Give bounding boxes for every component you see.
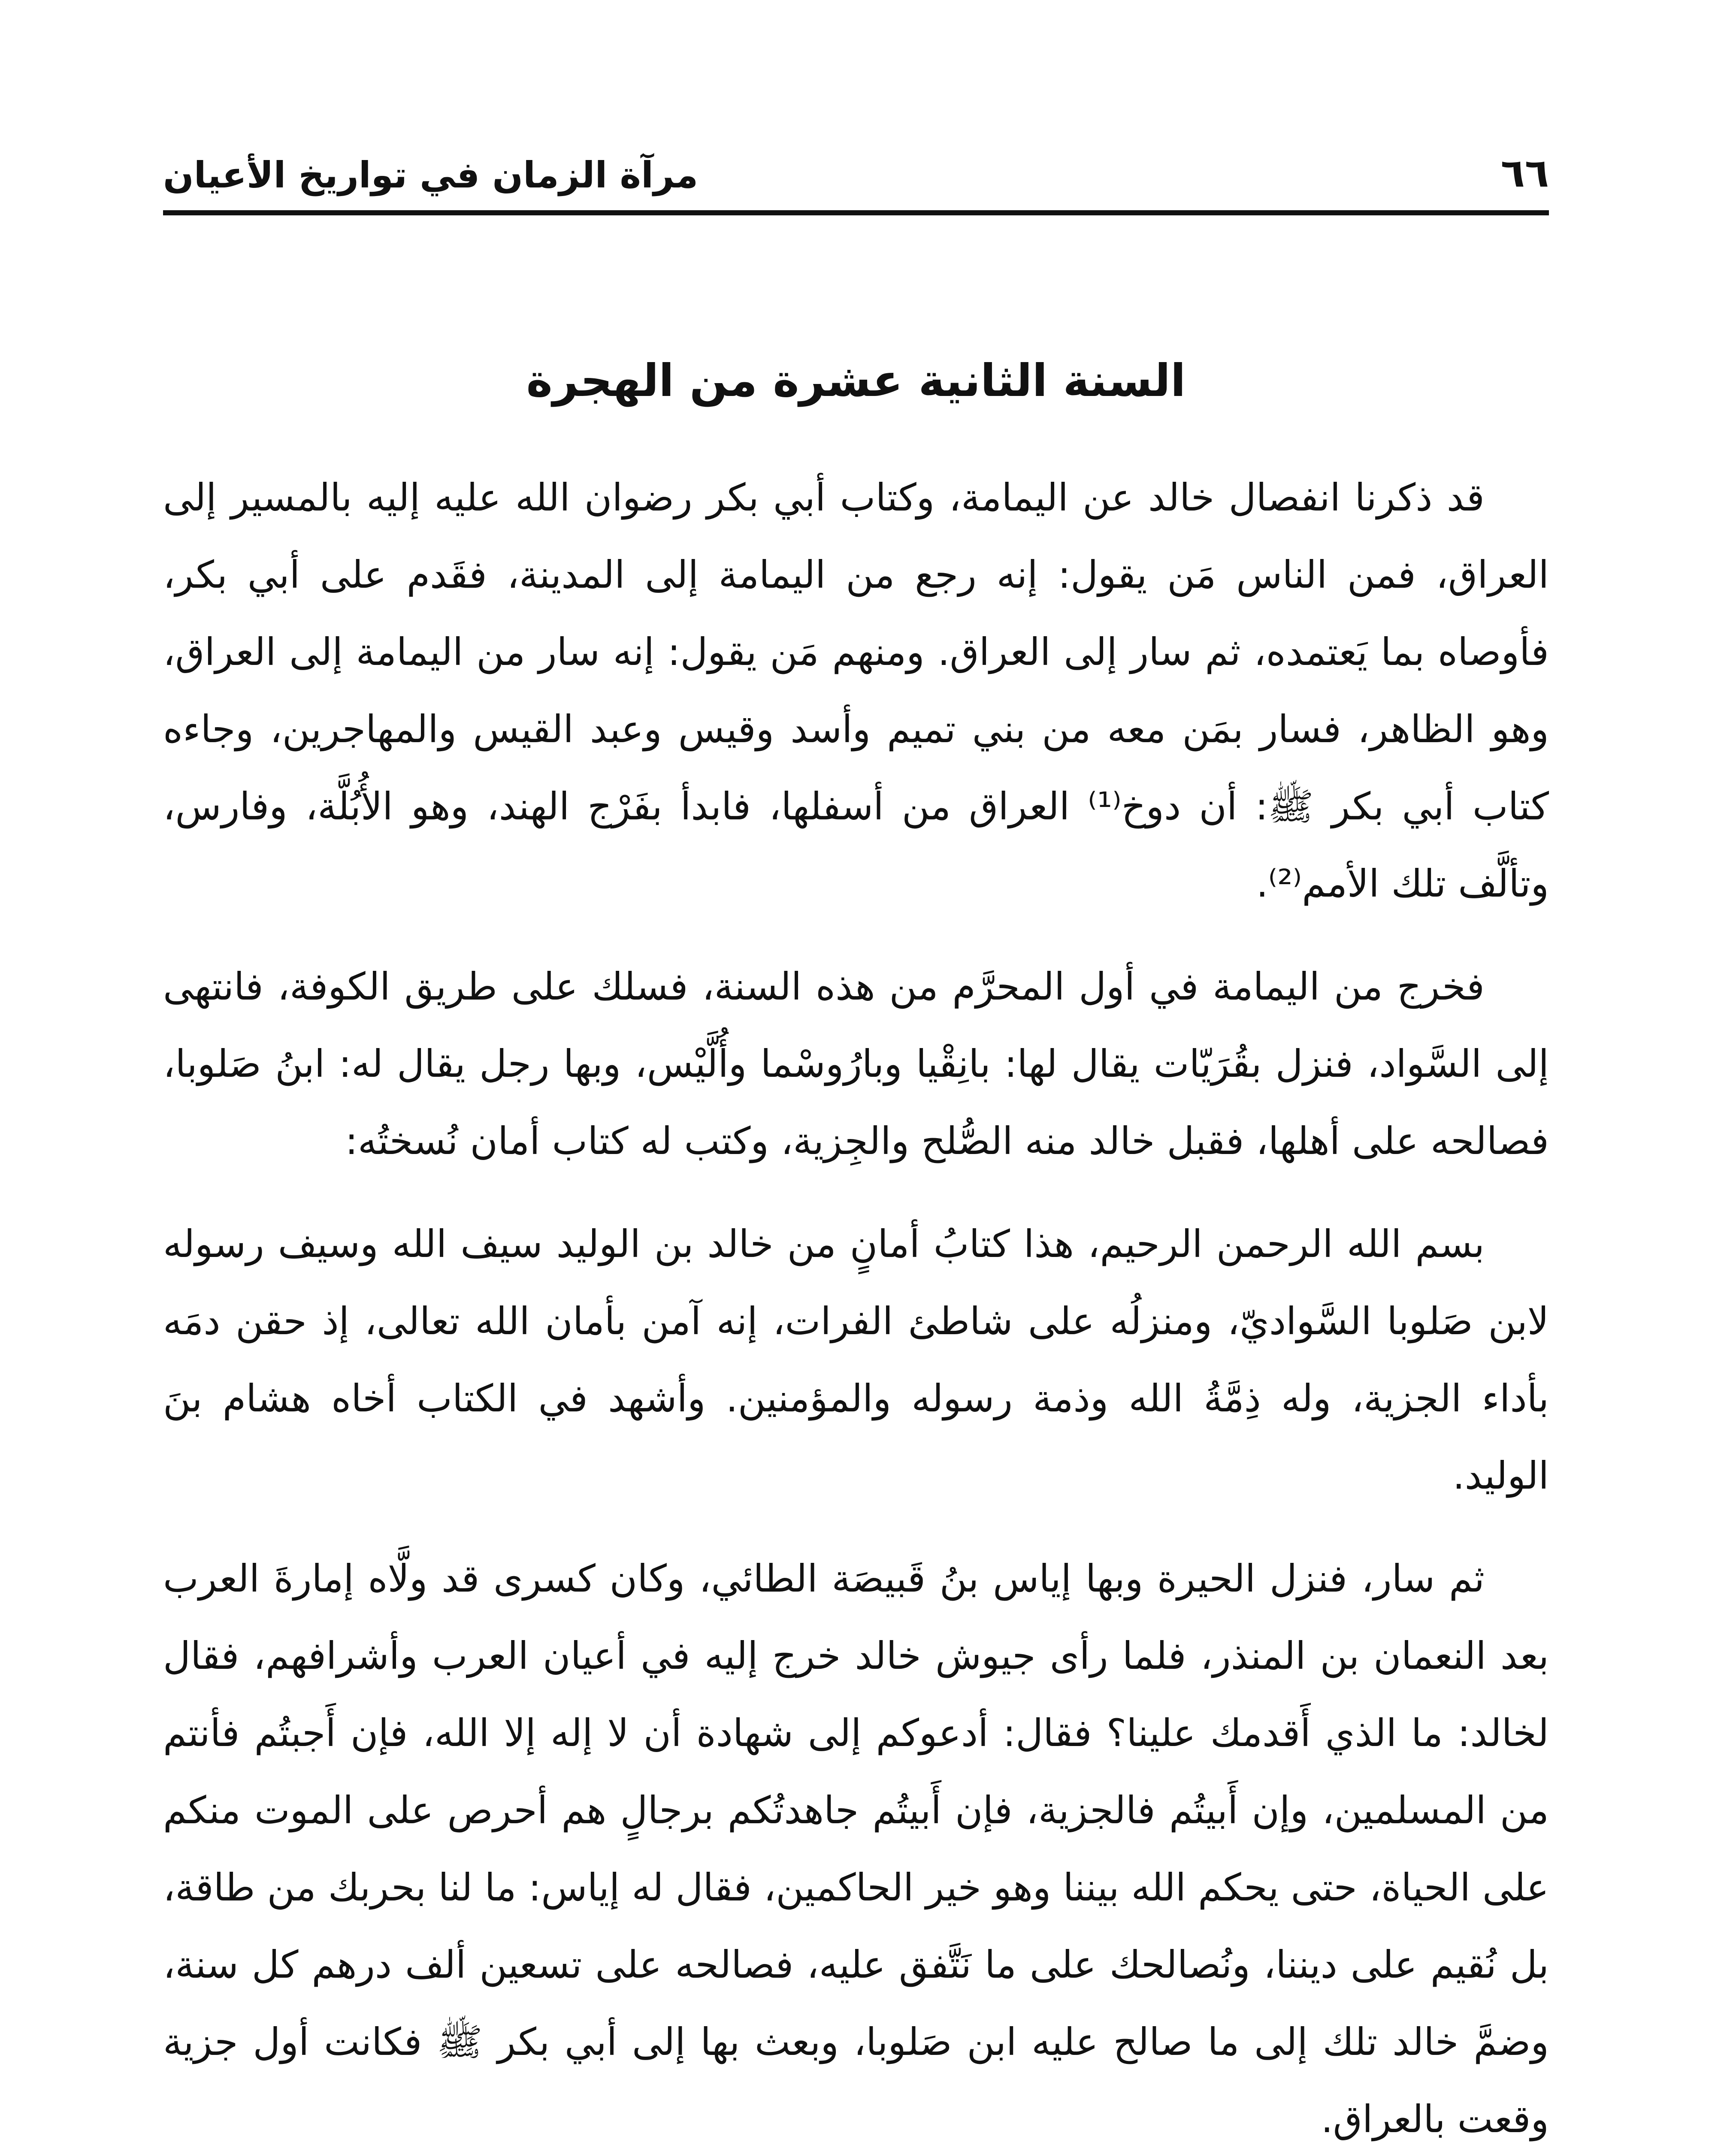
paragraph-2: فخرج من اليمامة في أول المحرَّم من هذه السنة، فسلك على طريق الكوفة، فانتهى إلى السَّواد، فنزل بقُرَيّات يقال لها: بانِقْيا وبارُوسْما وأُلَّيْس، وبها رجل يقال له: ابنُ صَلوبا، فصالحه على أهلها، فقبل خالد منه الصُّلح والجِزية، وكتب له كتاب أمان نُسختُه: <box>163 964 1549 1163</box>
section-title: السنة الثانية عشرة من الهجرة <box>526 354 1186 407</box>
running-title: مرآة الزمان في تواريخ الأعيان <box>163 154 699 196</box>
paragraph-4: ثم سار، فنزل الحيرة وبها إياس بنُ قَبيصَة الطائي، وكان كسرى قد ولَّاه إمارةَ العرب بعد النعمان بن المنذر، فلما رأى جيوش خالد خرج إليه في أعيان العرب وأشرافهم، فقال لخالد: ما الذي أَقدمك علينا؟ فقال: أدعوكم إلى شهادة أن لا إله إلا الله، فإن أَجبتُم فأنتم من المسلمين، وإن أَبيتُم فالجزية، فإن أَبيتُم جاهدتُكم برجالٍ هم أحرص على الموت منكم على الحياة، حتى يحكم الله بيننا وهو خير الحاكمين، فقال له إياس: ما لنا بحربك من طاقة، بل نُقيم على ديننا، ونُصالحك على ما نَتَّفق عليه، فصالحه على تسعين ألف درهم كل سنة، وضمَّ خالد تلك إلى ما صالح عليه ابن صَلوبا، وبعث بها إلى أبي بكر ﷺ فكانت أول جزية وقعت بالعراق. <box>163 1556 1549 2141</box>
page-header <box>163 129 1549 215</box>
paragraph-1: قد ذكرنا انفصال خالد عن اليمامة، وكتاب أبي بكر رضوان الله عليه إليه بالمسير إلى العراق، فمن الناس مَن يقول: إنه رجع من اليمامة إلى المدينة، فقَدم على أبي بكر، فأوصاه بما يَعتمده، ثم سار إلى العراق. ومنهم مَن يقول: إنه سار من اليمامة إلى العراق، وهو الظاهر، فسار بمَن معه من بني تميم وأسد وقيس وعبد القيس والمهاجرين، وجاءه كتاب أبي بكر ﷺ: أن دوخ⁽¹⁾ العراق من أسفلها، فابدأ بفَرْج الهند، وهو الأُبُلَّة، وفارس، وتألَّف تلك الأمم⁽²⁾. <box>163 475 1549 906</box>
body-text <box>163 459 1549 2145</box>
paragraph-3: بسم الله الرحمن الرحيم، هذا كتابُ أمانٍ من خالد بن الوليد سيف الله وسيف رسوله لابن صَلوبا السَّواديّ، ومنزلُه على شاطئ الفرات، إنه آمن بأمان الله تعالى، إذ حقن دمَه بأداء الجزية، وله ذِمَّةُ الله وذمة رسوله والمؤمنين. وأشهد في الكتاب أخاه هشام بنَ الوليد. <box>163 1222 1549 1498</box>
page-number: ٦٦ <box>1500 150 1549 196</box>
